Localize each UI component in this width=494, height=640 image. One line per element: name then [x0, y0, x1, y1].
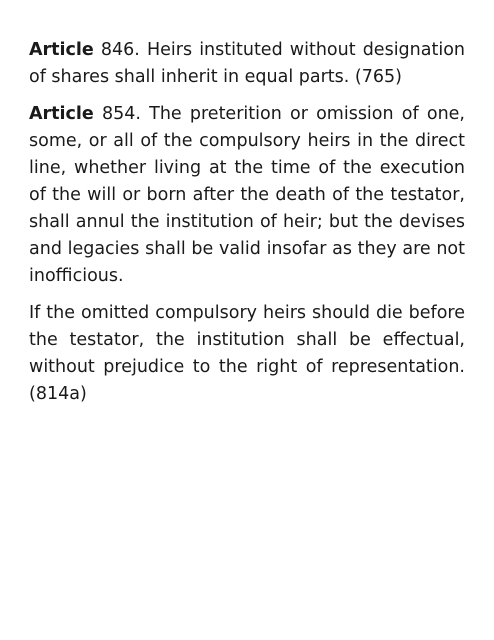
article-846: [29, 37, 465, 91]
article-label: Article: [29, 104, 94, 124]
article-text: 846. Heirs instituted without designation of shares shall inherit in equal parts. (765): [29, 40, 465, 87]
article-854: [29, 101, 465, 290]
article-label: Article: [29, 40, 94, 60]
article-854-paragraph-2: If the omitted compulsory heirs should die before the testator, the institution shall be effectual, without prejudice to the right of representation. (814a): [29, 303, 465, 404]
document-page: [29, 37, 465, 408]
article-text: 854. The preterition or omission of one, some, or all of the compulsory heirs in the direct line, whether living at the time of the execution of the will or born after the death of the testator, shall annul the institution of heir; but the devises and legacies shall be valid insofar as they are not inofficious.: [29, 104, 465, 286]
